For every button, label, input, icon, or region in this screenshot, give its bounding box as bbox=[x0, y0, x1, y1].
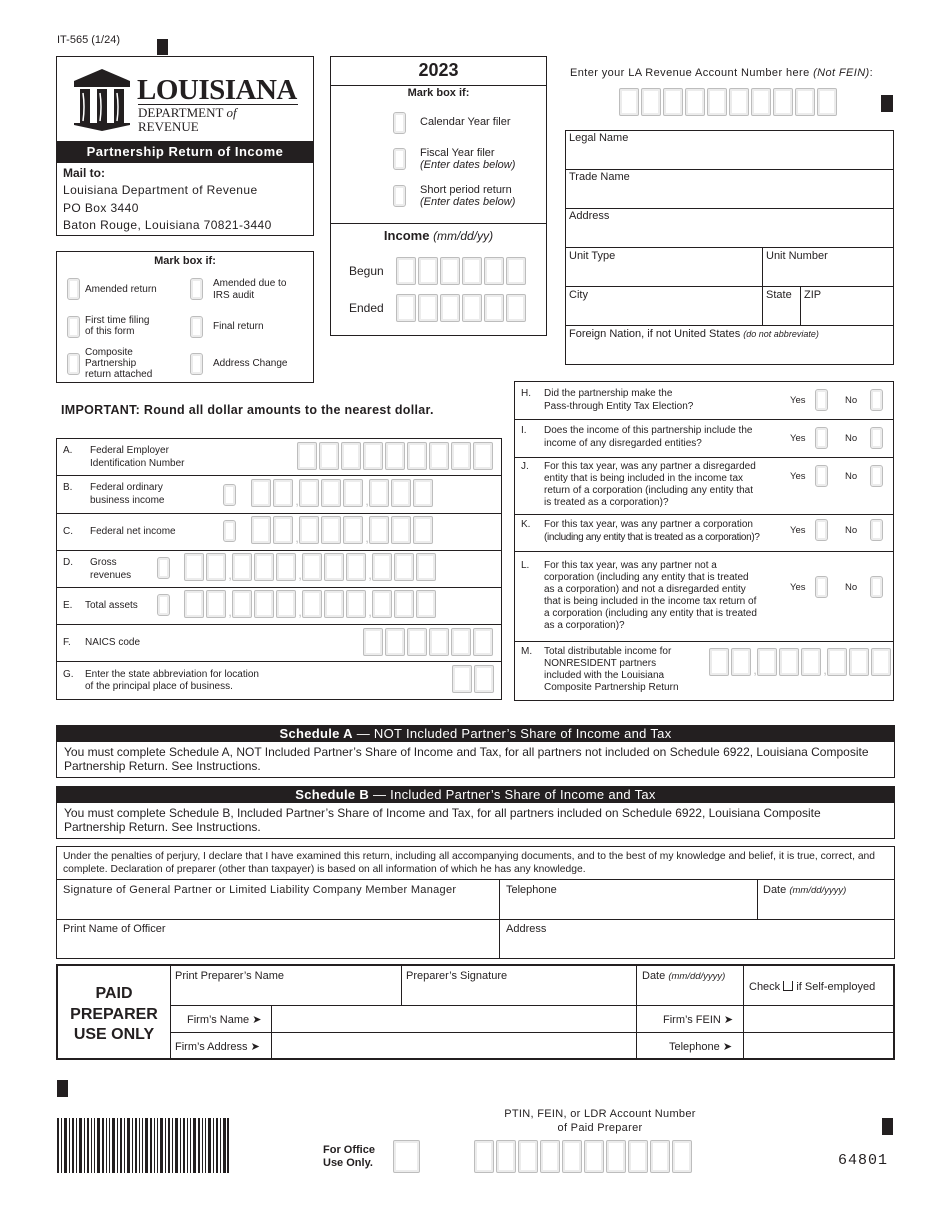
final-return-label: Final return bbox=[213, 321, 264, 332]
income-lines-box bbox=[56, 438, 502, 700]
schedule-b-box bbox=[56, 803, 895, 839]
question-i-text: income of any disregarded entities? bbox=[544, 438, 702, 449]
gross-revenues-input[interactable]: , , , bbox=[184, 553, 438, 597]
nonresident-income-input[interactable]: , , bbox=[709, 648, 893, 692]
amended-return-label: Amended return bbox=[85, 284, 157, 295]
line-m-text: included with the Louisiana bbox=[544, 670, 665, 681]
foreign-nation-field[interactable]: Foreign Nation, if not United States (do not abbreviate) bbox=[569, 328, 819, 340]
preparer-name-field[interactable]: Print Preparer’s Name bbox=[175, 970, 285, 982]
form-id: IT-565 (1/24) bbox=[57, 34, 120, 46]
line-f-label: NAICS code bbox=[85, 637, 141, 648]
office-use-label: Use Only. bbox=[323, 1157, 373, 1169]
question-j-no-checkbox[interactable] bbox=[870, 465, 883, 487]
state-field[interactable]: State bbox=[766, 289, 792, 301]
question-j-yes-checkbox[interactable] bbox=[815, 465, 828, 487]
yes-label: Yes bbox=[790, 433, 806, 444]
signature-field[interactable]: Signature of General Partner or Limited Liability Company Member Manager bbox=[63, 884, 457, 896]
line-d-sign-box[interactable] bbox=[157, 557, 170, 579]
account-prompt: Enter your LA Revenue Account Number here (Not FEIN): bbox=[570, 67, 874, 79]
ptin-input[interactable] bbox=[474, 1140, 694, 1173]
line-m-text: Composite Partnership Return bbox=[544, 682, 679, 693]
fiscal-year-checkbox[interactable] bbox=[393, 148, 406, 170]
composite-label: Partnership bbox=[85, 358, 137, 369]
ended-date-input[interactable] bbox=[396, 294, 528, 322]
question-l-yes-checkbox[interactable] bbox=[815, 576, 828, 598]
line-e-sign-box[interactable] bbox=[157, 594, 170, 616]
ldr-logo-icon bbox=[70, 67, 134, 131]
no-label: No bbox=[845, 433, 858, 444]
officer-address-field[interactable]: Address bbox=[506, 923, 547, 935]
barcode-icon bbox=[57, 1118, 229, 1173]
line-d-label: Gross bbox=[90, 557, 117, 568]
question-k-letter: K. bbox=[521, 519, 531, 530]
total-assets-input[interactable]: , , , bbox=[184, 590, 438, 634]
state-abbrev-input[interactable] bbox=[452, 665, 496, 693]
line-b-letter: B. bbox=[63, 482, 73, 493]
question-h-letter: H. bbox=[521, 388, 531, 399]
firm-name-label: Firm’s Name ➤ bbox=[187, 1014, 262, 1026]
ptin-label: PTIN, FEIN, or LDR Account Number bbox=[504, 1108, 696, 1120]
final-return-checkbox[interactable] bbox=[190, 316, 203, 338]
zip-field[interactable]: ZIP bbox=[804, 289, 822, 301]
taxpayer-info-box bbox=[565, 130, 894, 365]
trade-name-field[interactable]: Trade Name bbox=[569, 171, 630, 183]
line-a-label: Federal Employer bbox=[90, 445, 169, 456]
line-c-letter: C. bbox=[63, 526, 73, 537]
address-change-label: Address Change bbox=[213, 358, 288, 369]
question-l-text: a corporation (including any entity that is treated bbox=[544, 608, 757, 619]
first-time-filing-label: of this form bbox=[85, 326, 135, 337]
unit-number-field[interactable]: Unit Number bbox=[766, 250, 828, 262]
question-l-letter: L. bbox=[521, 560, 530, 571]
mail-line: Baton Rouge, Louisiana 70821-3440 bbox=[63, 218, 272, 232]
schedule-b-text: You must complete Schedule B, Included Partner’s Share of Income and Tax, for all partners included on Schedule 6922, Louisiana Composite Partnership Return. See Instructions. bbox=[64, 806, 821, 834]
preparer-telephone-label: Telephone ➤ bbox=[669, 1041, 733, 1053]
line-m-letter: M. bbox=[521, 646, 533, 657]
self-employed-check[interactable]: Check if Self-employed bbox=[749, 981, 876, 993]
question-i-text: Does the income of this partnership include the bbox=[544, 425, 753, 436]
mark-box-label: Mark box if: bbox=[407, 87, 470, 99]
form-title: Partnership Return of Income bbox=[57, 141, 313, 163]
amended-irs-label: IRS audit bbox=[213, 290, 255, 301]
calendar-year-checkbox[interactable] bbox=[393, 112, 406, 134]
line-g-label: Enter the state abbreviation for location bbox=[85, 669, 259, 680]
yes-label: Yes bbox=[790, 471, 806, 482]
firm-address-label: Firm’s Address ➤ bbox=[175, 1041, 260, 1053]
office-use-box bbox=[393, 1140, 422, 1173]
no-label: No bbox=[845, 582, 858, 593]
ended-label: Ended bbox=[349, 301, 384, 315]
line-c-label: Federal net income bbox=[90, 526, 176, 537]
schedule-a-text: You must complete Schedule A, NOT Included Partner’s Share of Income and Tax, for all partners not included on Schedule 6922, Louisiana Composite Partnership Return. See Instructions. bbox=[64, 745, 869, 773]
city-field[interactable]: City bbox=[569, 289, 588, 301]
first-time-filing-label: First time filing bbox=[85, 315, 150, 326]
print-name-field[interactable]: Print Name of Officer bbox=[63, 923, 166, 935]
composite-label: return attached bbox=[85, 369, 153, 380]
short-period-checkbox[interactable] bbox=[393, 185, 406, 207]
line-b-label: Federal ordinary bbox=[90, 482, 163, 493]
preparer-date-field[interactable]: Date (mm/dd/yyyy) bbox=[642, 970, 726, 982]
self-employed-checkbox[interactable] bbox=[783, 981, 793, 991]
no-label: No bbox=[845, 471, 858, 482]
mail-to-label: Mail to: bbox=[63, 166, 105, 180]
office-use-label: For Office bbox=[323, 1144, 375, 1156]
amended-irs-checkbox[interactable] bbox=[190, 278, 203, 300]
mark-box-title: Mark box if: bbox=[154, 255, 216, 267]
paid-preparer-title: PAID PREPARER USE ONLY bbox=[70, 985, 158, 1043]
line-g-label: of the principal place of business. bbox=[85, 681, 233, 692]
question-i-no-checkbox[interactable] bbox=[870, 427, 883, 449]
question-l-no-checkbox[interactable] bbox=[870, 576, 883, 598]
question-i-yes-checkbox[interactable] bbox=[815, 427, 828, 449]
perjury-statement: Under the penalties of perjury, I declare that I have examined this return, including all accompanying documents, and to the best of my knowledge and belief, it is true, correct, and complete. Declaration of preparer (other than taxpayer) is based on all information of which he has any knowledge. bbox=[63, 851, 876, 875]
logo-state: LOUISIANA bbox=[137, 74, 297, 106]
line-d-label: revenues bbox=[90, 570, 132, 581]
question-h-no-checkbox[interactable] bbox=[870, 389, 883, 411]
telephone-field[interactable]: Telephone bbox=[506, 884, 557, 896]
composite-checkbox[interactable] bbox=[67, 353, 80, 375]
short-period-label: Short period return bbox=[420, 184, 512, 196]
federal-ordinary-income-input[interactable]: , , bbox=[251, 479, 435, 523]
no-label: No bbox=[845, 395, 858, 406]
no-label: No bbox=[845, 525, 858, 536]
header-logo-box bbox=[56, 56, 314, 236]
registration-mark bbox=[57, 1080, 68, 1097]
question-h-yes-checkbox[interactable] bbox=[815, 389, 828, 411]
line-a-letter: A. bbox=[63, 445, 73, 456]
question-l-text: that is being included in the income tax return of bbox=[544, 596, 757, 607]
address-field[interactable]: Address bbox=[569, 210, 610, 222]
question-j-text: is treated as a corporation)? bbox=[544, 497, 669, 508]
short-period-note: (Enter dates below) bbox=[420, 196, 516, 208]
federal-net-income-input[interactable]: , , bbox=[251, 516, 435, 560]
begun-label: Begun bbox=[349, 264, 384, 278]
question-l-text: as a corporation)? bbox=[544, 620, 625, 631]
form-code: 64801 bbox=[838, 1152, 889, 1169]
schedule-a-box bbox=[56, 742, 895, 778]
yes-label: Yes bbox=[790, 395, 806, 406]
address-change-checkbox[interactable] bbox=[190, 353, 203, 375]
question-k-yes-checkbox[interactable] bbox=[815, 519, 828, 541]
signature-box bbox=[56, 846, 895, 959]
line-e-letter: E. bbox=[63, 600, 73, 611]
preparer-signature-field[interactable]: Preparer’s Signature bbox=[406, 970, 508, 982]
fiscal-year-note: (Enter dates below) bbox=[420, 159, 516, 171]
question-k-text: For this tax year, was any partner a corporation bbox=[544, 519, 753, 530]
registration-mark bbox=[882, 1118, 893, 1135]
schedule-b-header: Schedule B — Included Partner’s Share of Income and Tax bbox=[56, 786, 895, 803]
line-g-letter: G. bbox=[63, 669, 74, 680]
question-l-text: as a corporation) and not a disregarded entity bbox=[544, 584, 746, 595]
mail-line: PO Box 3440 bbox=[63, 201, 139, 215]
yes-label: Yes bbox=[790, 582, 806, 593]
question-h-text: Did the partnership make the bbox=[544, 388, 673, 399]
line-f-letter: F. bbox=[63, 637, 71, 648]
important-note: IMPORTANT: Round all dollar amounts to the nearest dollar. bbox=[61, 403, 434, 417]
legal-name-field[interactable]: Legal Name bbox=[569, 132, 629, 144]
line-b-sign-box[interactable] bbox=[223, 484, 236, 506]
line-m-text: NONRESIDENT partners bbox=[544, 658, 657, 669]
fiscal-year-label: Fiscal Year filer bbox=[420, 147, 495, 159]
questions-box bbox=[514, 381, 894, 701]
status-mark-box bbox=[56, 251, 314, 383]
date-field[interactable]: Date (mm/dd/yyyy) bbox=[763, 884, 847, 896]
logo-department: DEPARTMENT of REVENUE bbox=[138, 104, 298, 134]
tax-year: 2023 bbox=[418, 60, 459, 80]
question-k-no-checkbox[interactable] bbox=[870, 519, 883, 541]
question-k-text: (including any entity that is treated as a corporation)? bbox=[544, 532, 760, 543]
amended-return-checkbox[interactable] bbox=[67, 278, 80, 300]
first-time-filing-checkbox[interactable] bbox=[67, 316, 80, 338]
yes-label: Yes bbox=[790, 525, 806, 536]
registration-mark bbox=[881, 95, 893, 112]
line-d-letter: D. bbox=[63, 557, 73, 568]
amended-irs-label: Amended due to bbox=[213, 278, 287, 289]
begun-date-input[interactable] bbox=[396, 257, 528, 285]
calendar-year-label: Calendar Year filer bbox=[420, 116, 511, 128]
composite-label: Composite bbox=[85, 347, 133, 358]
question-j-text: return of a corporation (including any entity that bbox=[544, 485, 754, 496]
naics-code-input[interactable] bbox=[363, 628, 495, 656]
line-a-label: Identification Number bbox=[90, 458, 185, 469]
question-i-letter: I. bbox=[521, 425, 527, 436]
line-e-label: Total assets bbox=[85, 600, 138, 611]
mail-line: Louisiana Department of Revenue bbox=[63, 183, 258, 197]
question-h-text: Pass-through Entity Tax Election? bbox=[544, 401, 694, 412]
year-box bbox=[330, 56, 547, 336]
question-j-text: entity that is being included in the income tax bbox=[544, 473, 744, 484]
question-l-text: For this tax year, was any partner not a bbox=[544, 560, 717, 571]
firm-fein-label: Firm’s FEIN ➤ bbox=[663, 1014, 734, 1026]
fein-input[interactable] bbox=[297, 442, 495, 470]
income-label: Income (mm/dd/yy) bbox=[383, 228, 494, 243]
line-c-sign-box[interactable] bbox=[223, 520, 236, 542]
question-j-text: For this tax year, was any partner a disregarded bbox=[544, 461, 756, 472]
line-b-label: business income bbox=[90, 495, 165, 506]
line-m-text: Total distributable income for bbox=[544, 646, 672, 657]
unit-type-field[interactable]: Unit Type bbox=[569, 250, 616, 262]
registration-mark bbox=[157, 39, 168, 55]
paid-preparer-box bbox=[56, 964, 895, 1060]
question-l-text: corporation (including any entity that is treated bbox=[544, 572, 749, 583]
schedule-a-header: Schedule A — NOT Included Partner’s Share of Income and Tax bbox=[56, 725, 895, 742]
ptin-label: of Paid Preparer bbox=[557, 1122, 643, 1134]
question-j-letter: J. bbox=[521, 461, 529, 472]
la-revenue-account-input[interactable] bbox=[619, 88, 839, 116]
